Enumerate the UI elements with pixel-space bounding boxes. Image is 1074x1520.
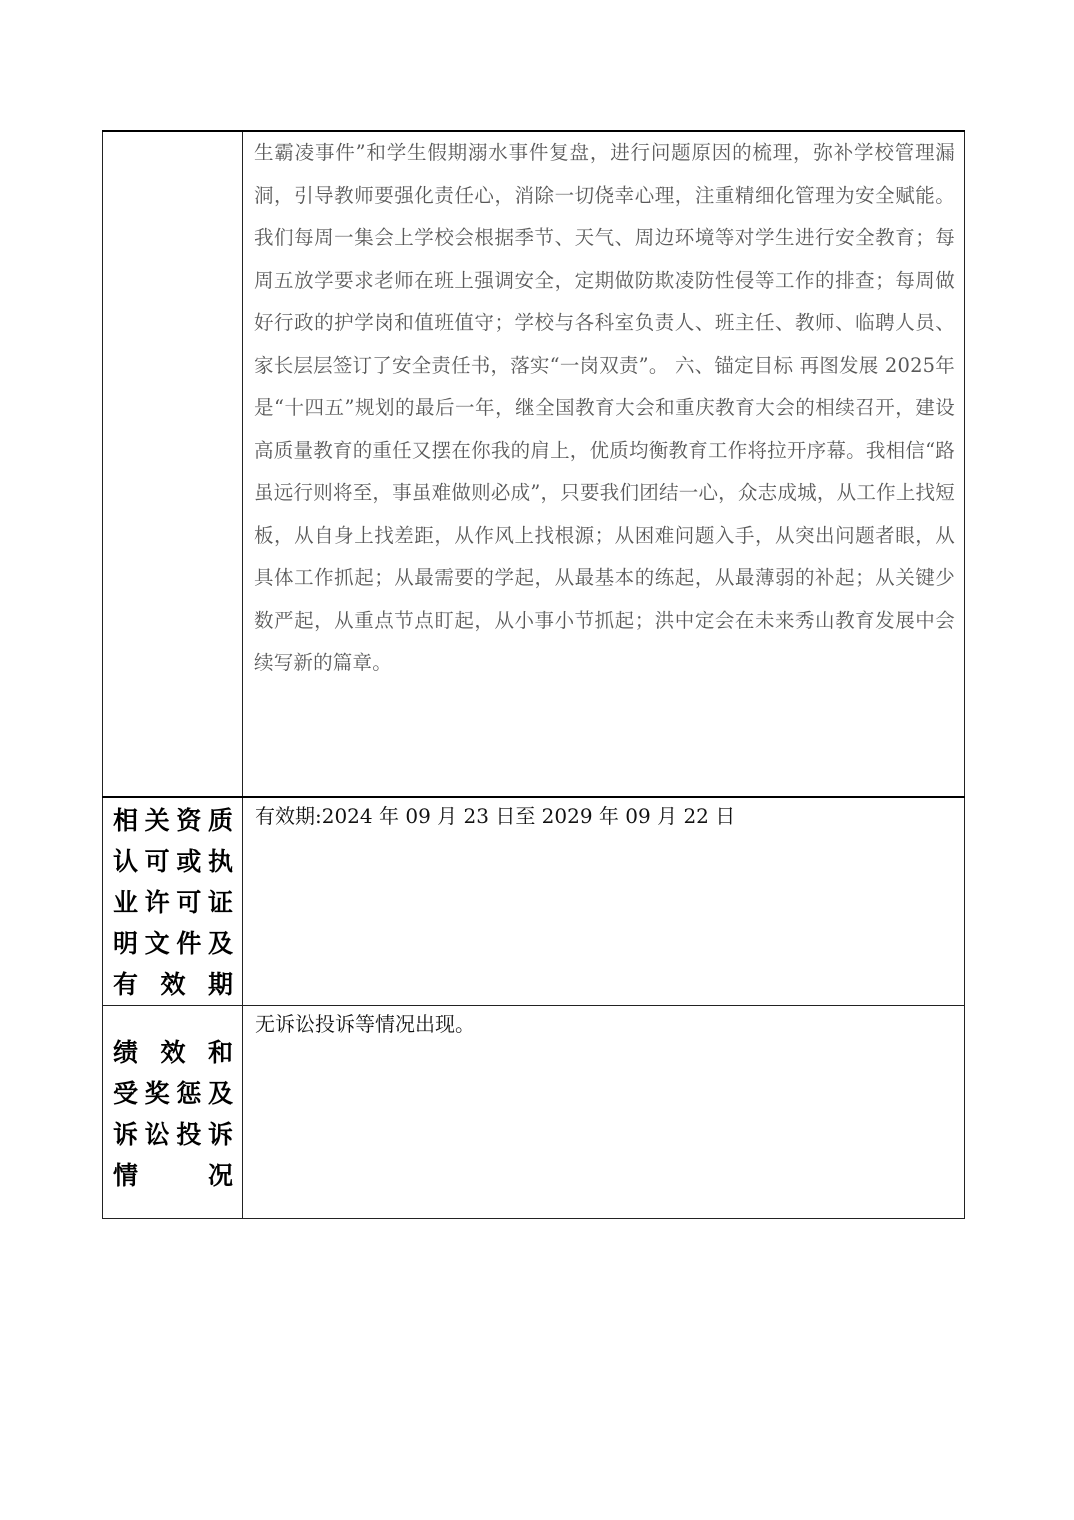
narrative-cell	[243, 131, 965, 797]
narrative-text: 生霸凌事件”和学生假期溺水事件复盘，进行问题原因的梳理，弥补学校管理漏洞，引导教师要强化责任心，消除一切侥幸心理，注重精细化管理为安全赋能。我们每周一集会上学校会根据季节、天气、周边环境等对学生进行安全教育；每周五放学要求老师在班上强调安全，定期做防欺凌防性侵等工作的排查；每周做好行政的护学岗和值班值守；学校与各科室负责人、班主任、教师、临聘人员、家长层层签订了安全责任书，落实“一岗双责”。 六、锚定目标 再图发展 2025年是“十四五”规划的最后一年，继全国教育大会和重庆教育大会的相续召开，建设高质量教育的重任又摆在你我的肩上，优质均衡教育工作将拉开序幕。我相信“路虽远行则将至，事虽难做则必成”，只要我们团结一心，众志成城，从工作上找短板，从自身上找差距，从作风上找根源；从困难问题入手，从突出问题者眼，从具体工作抓起；从最需要的学起，从最基本的练起，从最薄弱的补起；从关键少数严起，从重点节点盯起，从小事小节抓起；洪中定会在未来秀山教育发展中会续写新的篇章。	[254, 141, 955, 674]
license-label-cell	[103, 797, 243, 1006]
performance-label-line: 诉讼投诉	[113, 1120, 234, 1149]
license-label	[103, 798, 242, 1005]
license-row	[103, 797, 965, 1006]
performance-value-cell	[243, 1006, 965, 1219]
license-label-line: 认可或执	[113, 847, 234, 876]
performance-label-line: 绩 效 和	[113, 1038, 234, 1067]
narrative-row	[103, 131, 965, 797]
performance-row	[103, 1006, 965, 1219]
performance-label	[103, 1006, 242, 1196]
performance-label-line: 受奖惩及	[113, 1079, 234, 1108]
performance-text: 无诉讼投诉等情况出现。	[255, 1012, 475, 1036]
license-label-line: 业许可证	[113, 888, 234, 917]
license-label-line: 明文件及	[113, 929, 234, 958]
narrative-label-cell	[103, 131, 243, 797]
performance-label-cell	[103, 1006, 243, 1219]
license-value-cell	[243, 797, 965, 1006]
license-validity-text: 有效期:2024 年 09 月 23 日至 2029 年 09 月 22 日	[255, 804, 736, 828]
license-label-line: 相关资质	[113, 806, 234, 835]
license-label-line: 有效期	[113, 970, 234, 999]
report-table	[102, 130, 965, 1219]
performance-label-line: 情 况	[113, 1161, 234, 1190]
